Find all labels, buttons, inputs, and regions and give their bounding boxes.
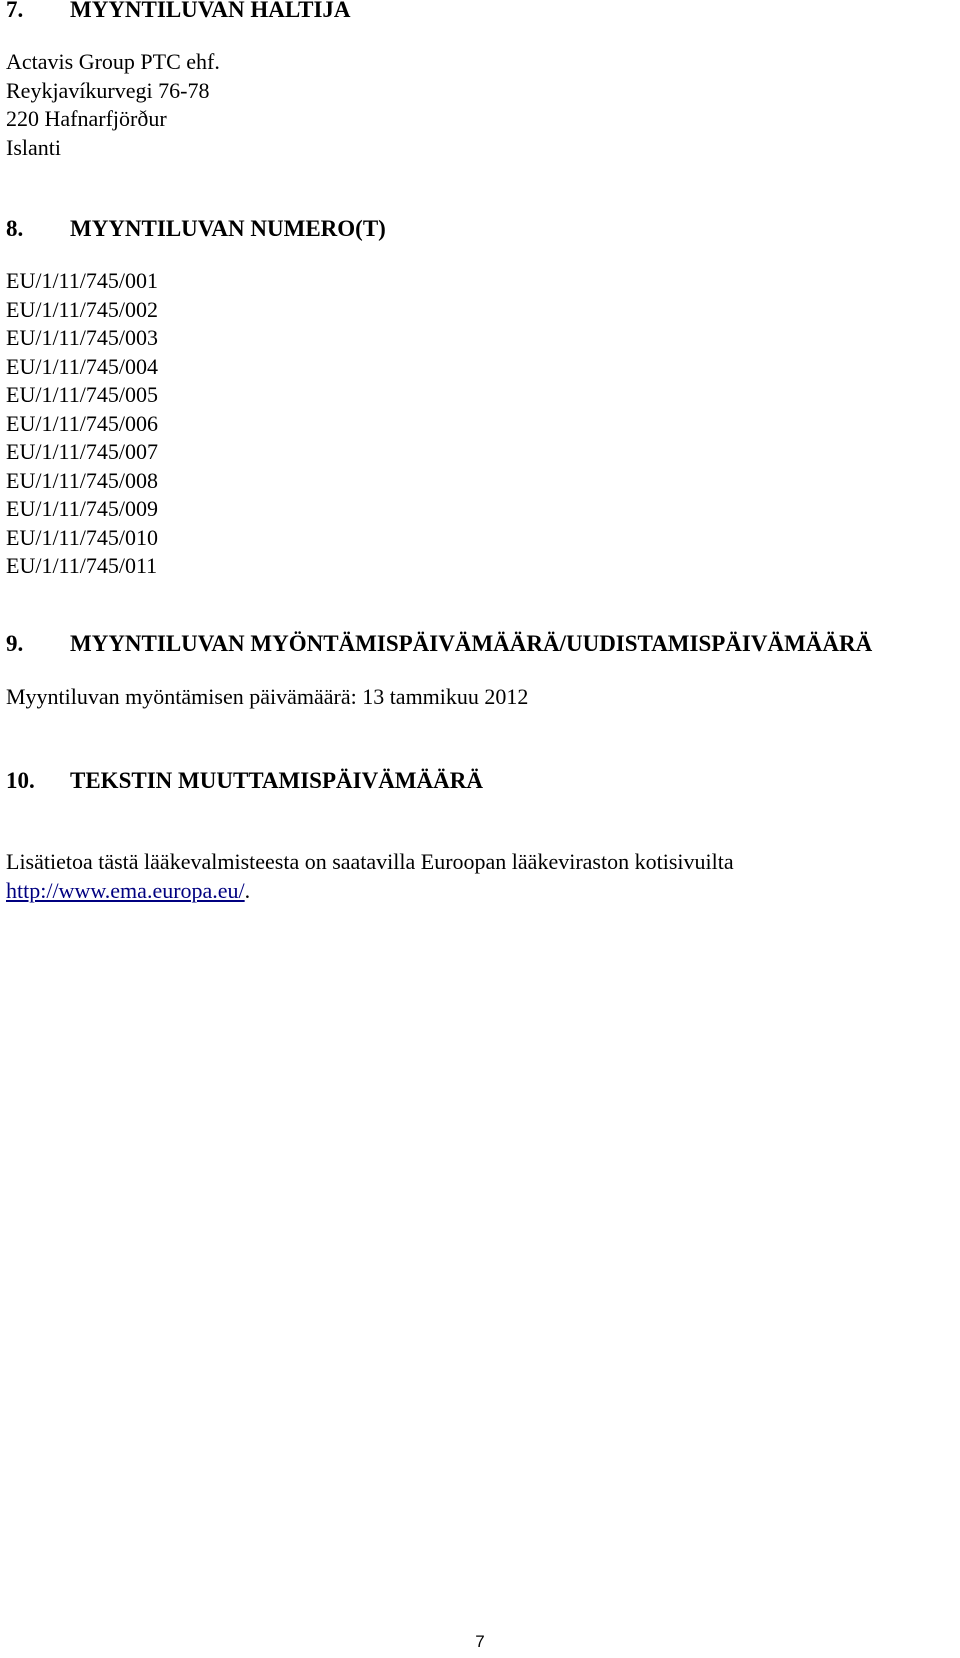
section-9-title: MYYNTILUVAN MYÖNTÄMISPÄIVÄMÄÄRÄ/UUDISTAMISPÄIVÄMÄÄRÄ <box>70 631 873 656</box>
section-10-number: 10. <box>6 768 35 793</box>
authorisation-number: EU/1/11/745/004 <box>6 353 158 379</box>
authorisation-number-list <box>6 267 158 581</box>
authorisation-number: EU/1/11/745/005 <box>6 382 158 407</box>
address-line: Actavis Group PTC ehf. <box>6 49 220 74</box>
marketing-authorisation-holder-address <box>6 48 220 162</box>
section-8-title: MYYNTILUVAN NUMERO(T) <box>70 216 386 241</box>
authorisation-number: EU/1/11/745/007 <box>6 439 158 464</box>
authorisation-date-line: Myyntiluvan myöntämisen päivämäärä: 13 tammikuu 2012 <box>6 684 529 709</box>
section-7-title: MYYNTILUVAN HALTIJA <box>70 0 351 22</box>
authorisation-number: EU/1/11/745/008 <box>6 467 158 493</box>
further-information-line: Lisätietoa tästä lääkevalmisteesta on saatavilla Euroopan lääkeviraston kotisivuilta <box>6 849 734 874</box>
further-information-link-line <box>6 877 734 906</box>
section-7-number: 7. <box>6 0 24 22</box>
section-8-number: 8. <box>6 216 24 241</box>
authorisation-number: EU/1/11/745/002 <box>6 296 158 322</box>
authorisation-number: EU/1/11/745/003 <box>6 325 158 350</box>
ema-website-link[interactable]: http://www.ema.europa.eu/ <box>6 877 245 903</box>
page-number: 7 <box>475 1632 485 1651</box>
authorisation-number: EU/1/11/745/011 <box>6 553 158 578</box>
document-page <box>6 0 956 1658</box>
section-10-title: TEKSTIN MUUTTAMISPÄIVÄMÄÄRÄ <box>70 768 483 793</box>
authorisation-number: EU/1/11/745/006 <box>6 410 158 436</box>
address-line: Reykjavíkurvegi 76-78 <box>6 77 210 103</box>
section-9-heading <box>6 630 872 658</box>
address-line: Islanti <box>6 134 61 160</box>
address-line: 220 Hafnarfjörður <box>6 106 167 131</box>
authorisation-number: EU/1/11/745/009 <box>6 496 158 521</box>
section-8-heading <box>6 215 386 243</box>
authorisation-number: EU/1/11/745/010 <box>6 524 158 550</box>
authorisation-date-text <box>6 683 528 712</box>
section-10-heading <box>6 767 483 795</box>
link-suffix: . <box>244 877 251 903</box>
further-information-text <box>6 848 734 905</box>
authorisation-number: EU/1/11/745/001 <box>6 268 158 293</box>
section-9-number: 9. <box>6 631 24 656</box>
section-7-heading <box>6 0 351 24</box>
